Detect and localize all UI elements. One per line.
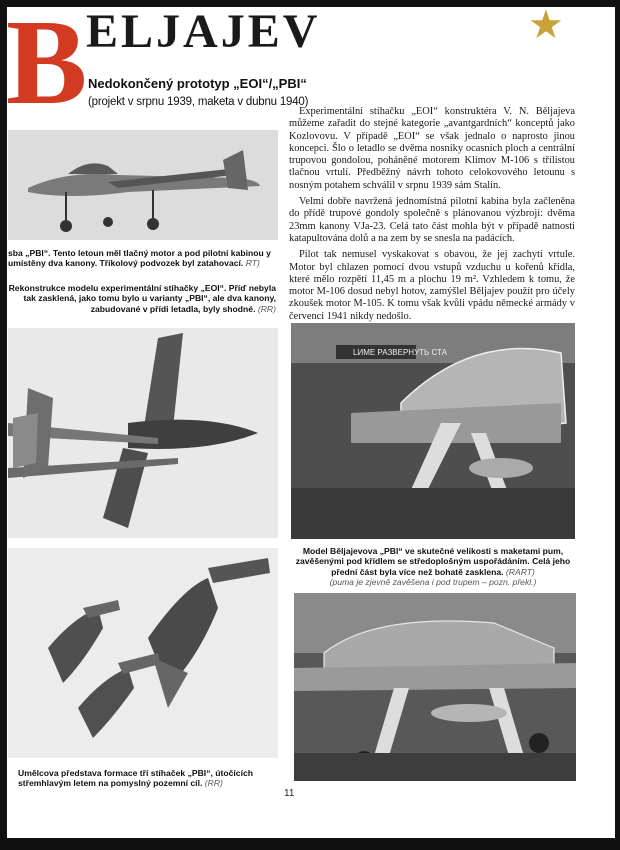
mockup-photo (291, 323, 575, 539)
caption-mockup (291, 546, 575, 587)
banner-text: LИME РАЗВЕРНУТЬ СТА (353, 348, 447, 357)
article-subtitle: Nedokončený prototyp „EOI“/„PBI“ (88, 76, 307, 91)
article-paragraph: Velmi dobře navržená jednomístná pilotní kabina byla začleněna do přídě trupové gondoly společně s plánovanou výzbrojí: dvěma 23mm kanony VJa-23. Celá tato část mohla být v případě natnosti katapultována dolů a na zem by se snesla na padácích. (289, 196, 575, 244)
hangar-photo (294, 593, 576, 781)
article-paragraph: Pilot tak nemusel vyskakovat s obavou, že jej zachytí vrtule. Motor byl chlazen pomocí dvou vstupů vzduchu u kořenů křídla, které mělo rozpětí 11,45 m a plochu 19 m². Vzhledem k tomu, že motor M-106 dosud nebyl hotov, zamýšlel Běljajev použít pro účely zkoušek motor M-105. K tomu však kvůli vpádu německé armády v červenci 1941 nikdy nedošlo. (289, 249, 575, 322)
caption-model-credit: (RR) (257, 303, 276, 314)
caption-formation (18, 768, 276, 789)
caption-model (8, 283, 276, 314)
caption-mockup-text: Model Běljajevova „PBI“ ve skutečné velikosti s maketami pum, zavěšenými pod křídlem se středoplošným uspořádáním. Celá jeho přední část byla více než bohatě zasklena. (295, 546, 571, 577)
page-number: 11 (284, 788, 295, 799)
title-initial: B (6, 0, 88, 130)
caption-model-text: Rekonstrukce modelu experimentální stíhačky „EOI“. Příď nebyla tak zasklená, jako tomu bylo u varianty „PBI“, ale dva kanony, zabudované v přídi letadla, byly shodné. (8, 283, 276, 314)
caption-drawing (8, 248, 276, 269)
article-body (289, 106, 575, 327)
aircraft-drawing-photo (8, 130, 278, 240)
formation-photo (8, 548, 278, 758)
page-title: ELJAJEV (86, 5, 321, 58)
caption-drawing-text: sba „PBI“. Tento letoun měl tlačný motor a pod pilotní kabinou y umístěny dva kanony. Tříkolový podvozek byl zatahovací. (8, 248, 271, 269)
article-paragraph: Experimentální stíhačku „EOI“ konstruktéra V. N. Běljajeva můžeme zařadit do stejné kategorie „avantgardních“ konceptů jako Kozlovovu. V případě „EOI“ se však jednalo o naprosto jinou koncepci. Šlo o letadlo se dvěma nosníky ocasních ploch a centrální trupovou gondolou, poháněné motorem Klimov M-106 s třílistou tlačnou vrtulí. Předběžný návrh tohoto celokovového letounu s nosným potahem schválil v srpnu 1939 sám Stalin. (289, 106, 575, 191)
caption-formation-credit: (RR) (204, 778, 223, 789)
star-icon: ★ (528, 3, 564, 47)
model-photo (8, 328, 278, 538)
caption-formation-text: Umělcova představa formace tří stíhaček „PBI“, útočících střemhlavým letem na pomyslný pozemní cíl. (18, 768, 253, 789)
caption-mockup-credit: (RART) (505, 566, 535, 577)
caption-mockup-note: (puma je zjevně zavěšena i pod trupem – pozn. překl.) (329, 576, 537, 587)
article-subtitle-note: (projekt v srpnu 1939, maketa v dubnu 1940) (88, 96, 309, 108)
caption-drawing-credit: RT) (245, 258, 260, 269)
